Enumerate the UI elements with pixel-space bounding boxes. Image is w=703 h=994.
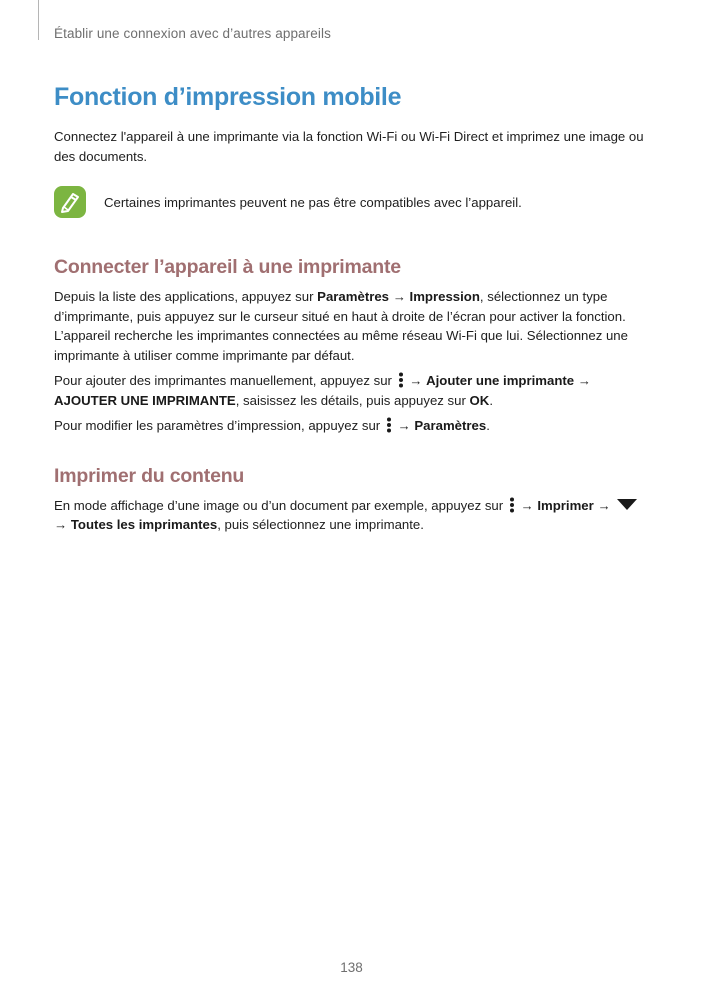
arrow-text: → — [516, 497, 538, 513]
paragraph-print-settings — [54, 416, 654, 436]
arrow-text: → — [593, 497, 615, 513]
bold-term-impression: Impression — [409, 289, 480, 304]
bold-term-ajouter-imprimante: Ajouter une imprimante — [426, 373, 575, 388]
paragraph-print-content — [54, 496, 654, 535]
bold-term-imprimer: Imprimer — [537, 497, 594, 513]
more-options-icon — [386, 417, 392, 433]
arrow-text: → — [405, 373, 427, 388]
page-number: 138 — [340, 960, 363, 975]
dropdown-arrow-icon — [616, 498, 638, 511]
note-pencil-icon — [54, 186, 86, 218]
header-margin-rule — [38, 0, 39, 40]
text-run: , puis sélectionnez une imprimante. — [217, 517, 424, 532]
bold-term-ok: OK — [469, 392, 490, 408]
note-text: Certaines imprimantes peuvent ne pas être compatibles avec l’appareil. — [104, 194, 522, 210]
text-run: . — [489, 392, 493, 408]
section-title-connect-printer: Connecter l’appareil à une imprimante — [54, 256, 401, 278]
arrow-text: → — [574, 373, 591, 388]
page-title: Fonction d’impression mobile — [54, 83, 402, 111]
section-title-print-content: Imprimer du contenu — [54, 464, 245, 487]
text-run: Pour ajouter des imprimantes manuellement, appuyez sur — [54, 373, 396, 388]
arrow-text: → — [389, 289, 410, 304]
paragraph-connect-printer — [54, 287, 654, 365]
more-options-icon — [509, 497, 515, 513]
text-run: En mode affichage d’une image ou d’un document par exemple, appuyez sur — [54, 497, 507, 513]
text-run: , sélectionnez un type d’imprimante, puis appuyez sur le curseur situé en haut à droite de l’écran pour activer la fonction. L’appareil recherche les imprimantes connectées au même réseau Wi-Fi que lui. Sélectionnez une imprimante à utiliser comme imprimante par défaut. — [54, 289, 628, 363]
arrow-text: → — [393, 418, 415, 433]
text-run: , saisissez les détails, puis appuyez sur — [235, 392, 470, 408]
more-options-icon — [398, 372, 404, 388]
intro-paragraph: Connectez l'appareil à une imprimante via la fonction Wi-Fi ou Wi-Fi Direct et imprimez une image ou des documents. — [54, 129, 644, 164]
note-box — [54, 186, 654, 218]
page-content — [54, 80, 654, 535]
text-run: Pour modifier les paramètres d’impression, appuyez sur — [54, 418, 384, 433]
bold-term-toutes-les-imprimantes: Toutes les imprimantes — [70, 517, 218, 532]
text-run: . — [486, 418, 490, 433]
text-run: Depuis la liste des applications, appuyez sur — [54, 289, 318, 304]
bold-term-parametres: Paramètres — [317, 289, 390, 304]
arrow-text: → — [54, 517, 71, 532]
running-header: Établir une connexion avec d’autres appareils — [54, 26, 331, 41]
bold-term-ajouter-une-imprimante-caps: AJOUTER UNE IMPRIMANTE — [54, 392, 236, 408]
bold-term-parametres: Paramètres — [414, 418, 487, 433]
paragraph-add-printer — [54, 371, 654, 410]
